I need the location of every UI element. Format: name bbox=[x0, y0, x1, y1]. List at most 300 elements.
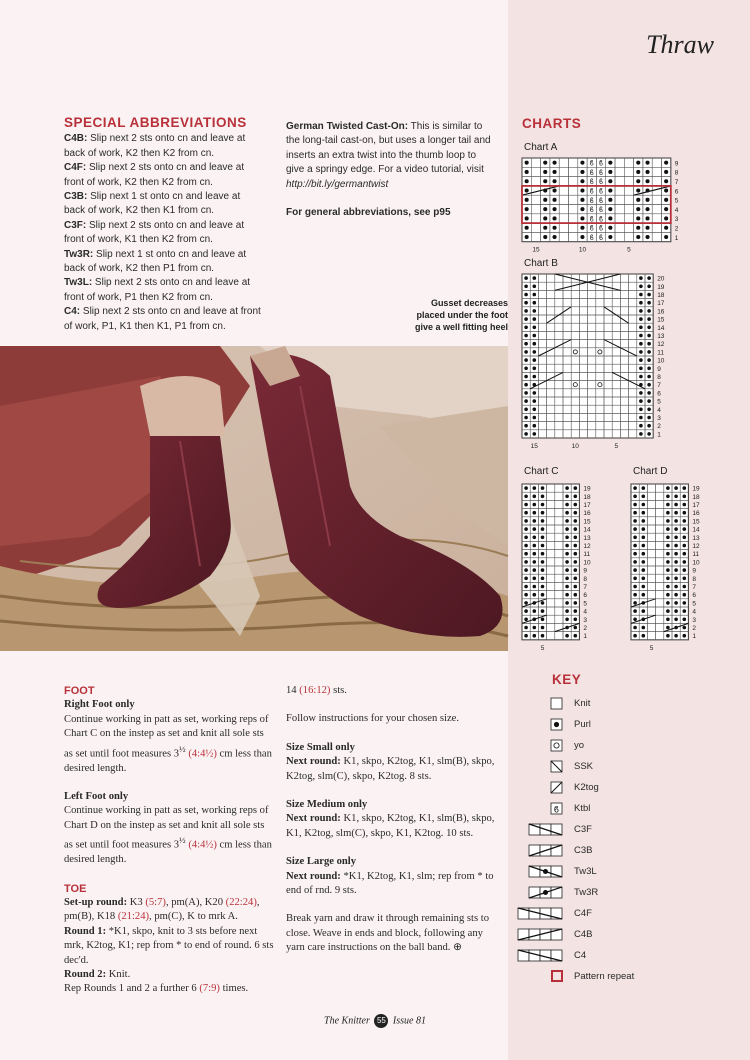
purl-dot bbox=[524, 432, 528, 436]
purl-dot bbox=[525, 179, 529, 183]
purl-dot bbox=[573, 576, 577, 580]
purl-dot bbox=[532, 432, 536, 436]
purl-dot bbox=[666, 593, 670, 597]
purl-dot bbox=[541, 552, 545, 556]
purl-dot bbox=[525, 235, 529, 239]
purl-dot bbox=[573, 568, 577, 572]
purl-dot bbox=[532, 634, 536, 638]
purl-dot bbox=[565, 560, 569, 564]
purl-dot bbox=[636, 170, 640, 174]
purl-dot bbox=[524, 511, 528, 515]
chart-d-label: Chart D bbox=[633, 466, 668, 477]
row-number: 5 bbox=[692, 600, 697, 608]
purl-dot bbox=[664, 198, 668, 202]
purl-dot bbox=[633, 634, 637, 638]
key-symbol-ktbl-icon bbox=[518, 801, 568, 817]
purl-dot bbox=[573, 585, 577, 589]
key-symbol-ssk-icon bbox=[518, 759, 568, 775]
purl-dot bbox=[647, 432, 651, 436]
purl-dot bbox=[580, 189, 584, 193]
row-number: 3 bbox=[657, 414, 661, 422]
purl-dot bbox=[532, 527, 536, 531]
row-number: 9 bbox=[583, 567, 588, 575]
purl-dot bbox=[541, 503, 545, 507]
purl-dot bbox=[647, 309, 651, 313]
row-number: 10 bbox=[657, 357, 665, 365]
purl-dot bbox=[666, 519, 670, 523]
purl-dot bbox=[524, 301, 528, 305]
purl-dot bbox=[532, 552, 536, 556]
purl-dot bbox=[573, 535, 577, 539]
purl-dot bbox=[532, 609, 536, 613]
key-symbol-c4f-icon bbox=[518, 906, 568, 922]
purl-dot bbox=[666, 535, 670, 539]
key-label: C4F bbox=[574, 908, 592, 919]
purl-dot bbox=[565, 576, 569, 580]
purl-dot bbox=[682, 560, 686, 564]
purl-dot bbox=[641, 626, 645, 630]
purl-dot bbox=[641, 535, 645, 539]
purl-dot bbox=[532, 358, 536, 362]
purl-dot bbox=[639, 334, 643, 338]
key-item-c3b bbox=[518, 843, 738, 863]
purl-dot bbox=[664, 226, 668, 230]
purl-dot bbox=[541, 576, 545, 580]
key-label: Knit bbox=[574, 698, 591, 709]
key-label: Ktbl bbox=[574, 803, 591, 814]
purl-dot bbox=[639, 284, 643, 288]
purl-dot bbox=[543, 161, 547, 165]
purl-dot bbox=[639, 276, 643, 280]
purl-dot bbox=[682, 634, 686, 638]
key-symbol-c4-icon bbox=[518, 948, 568, 964]
purl-dot bbox=[532, 407, 536, 411]
key-dot bbox=[543, 869, 548, 874]
purl-dot bbox=[674, 544, 678, 548]
purl-dot bbox=[633, 585, 637, 589]
row-number: 17 bbox=[692, 501, 700, 509]
purl-dot bbox=[525, 161, 529, 165]
purl-dot bbox=[636, 161, 640, 165]
row-number: 19 bbox=[692, 485, 700, 493]
purl-dot bbox=[682, 568, 686, 572]
purl-dot bbox=[573, 626, 577, 630]
purl-dot bbox=[636, 179, 640, 183]
purl-dot bbox=[525, 207, 529, 211]
purl-dot bbox=[524, 576, 528, 580]
purl-dot bbox=[541, 601, 545, 605]
purl-dot bbox=[532, 309, 536, 313]
key-symbol-yo-icon bbox=[518, 738, 568, 754]
purl-dot bbox=[553, 207, 557, 211]
purl-dot bbox=[532, 511, 536, 515]
cast-on-note: German Twisted Cast-On: This is similar to the long-tail cast-on, but uses a longer tail and inserts an extra twist into the thumb loop to give a springy edge. For a video tutorial, visit http://bit.ly/germantwist For general abbreviations, see p95 bbox=[286, 120, 496, 220]
key-label: C4B bbox=[574, 929, 593, 940]
round-2: Round 2: Knit. bbox=[64, 968, 131, 980]
key-item-purl bbox=[518, 717, 738, 737]
purl-dot bbox=[633, 552, 637, 556]
purl-dot bbox=[553, 235, 557, 239]
purl-dot bbox=[646, 179, 650, 183]
key-dot bbox=[554, 722, 559, 727]
purl-dot bbox=[524, 601, 528, 605]
purl-dot bbox=[674, 585, 678, 589]
row-number: 16 bbox=[657, 308, 665, 316]
purl-dot bbox=[633, 486, 637, 490]
purl-dot bbox=[666, 609, 670, 613]
purl-dot bbox=[565, 486, 569, 490]
purl-dot bbox=[646, 207, 650, 211]
purl-dot bbox=[641, 585, 645, 589]
purl-dot bbox=[639, 416, 643, 420]
row-number: 7 bbox=[583, 583, 588, 591]
row-number: 3 bbox=[674, 216, 679, 224]
ktbl-symbol: ϐ bbox=[589, 225, 594, 233]
purl-dot bbox=[633, 626, 637, 630]
abbreviations-heading: SPECIAL ABBREVIATIONS bbox=[64, 115, 247, 130]
purl-dot bbox=[532, 375, 536, 379]
purl-dot bbox=[543, 170, 547, 174]
purl-dot bbox=[532, 391, 536, 395]
key-item-c3f bbox=[518, 822, 738, 842]
purl-dot bbox=[565, 544, 569, 548]
purl-dot bbox=[636, 235, 640, 239]
purl-dot bbox=[682, 527, 686, 531]
purl-dot bbox=[639, 301, 643, 305]
purl-dot bbox=[524, 568, 528, 572]
purl-dot bbox=[666, 486, 670, 490]
purl-dot bbox=[664, 235, 668, 239]
row-number: 5 bbox=[657, 398, 661, 406]
row-number: 14 bbox=[657, 324, 665, 332]
ktbl-symbol: ϐ bbox=[599, 179, 604, 187]
key-item-pattern-repeat bbox=[518, 969, 738, 989]
purl-dot bbox=[639, 325, 643, 329]
purl-dot bbox=[641, 511, 645, 515]
purl-dot bbox=[639, 375, 643, 379]
purl-dot bbox=[647, 284, 651, 288]
purl-dot bbox=[532, 486, 536, 490]
purl-dot bbox=[641, 503, 645, 507]
row-number: 12 bbox=[583, 542, 591, 550]
purl-dot bbox=[524, 293, 528, 297]
abbr-item: C4B: Slip next 2 sts onto cn and leave at back of work, K2 then K2 from cn. bbox=[64, 133, 246, 159]
purl-dot bbox=[532, 568, 536, 572]
purl-dot bbox=[525, 189, 529, 193]
key-label: Tw3R bbox=[574, 887, 599, 898]
purl-dot bbox=[524, 519, 528, 523]
ktbl-symbol: ϐ bbox=[599, 225, 604, 233]
purl-dot bbox=[565, 634, 569, 638]
purl-dot bbox=[608, 235, 612, 239]
purl-dot bbox=[573, 609, 577, 613]
purl-dot bbox=[532, 416, 536, 420]
purl-dot bbox=[524, 350, 528, 354]
purl-dot bbox=[664, 207, 668, 211]
purl-dot bbox=[532, 494, 536, 498]
purl-dot bbox=[633, 511, 637, 515]
purl-dot bbox=[543, 179, 547, 183]
video-link[interactable]: http://bit.ly/germantwist bbox=[286, 178, 389, 190]
column-number: 5 bbox=[649, 644, 654, 652]
purl-dot bbox=[524, 424, 528, 428]
purl-dot bbox=[532, 593, 536, 597]
purl-dot bbox=[532, 519, 536, 523]
ktbl-symbol: ϐ bbox=[599, 235, 604, 243]
abbr-item: C4F: Slip next 2 sts onto cn and leave at front of work, K2 then K2 from cn. bbox=[64, 162, 245, 188]
purl-dot bbox=[666, 494, 670, 498]
purl-dot bbox=[532, 626, 536, 630]
purl-dot bbox=[573, 486, 577, 490]
purl-dot bbox=[633, 527, 637, 531]
row-number: 10 bbox=[692, 559, 700, 567]
purl-dot bbox=[573, 503, 577, 507]
purl-dot bbox=[541, 511, 545, 515]
purl-dot bbox=[666, 617, 670, 621]
purl-dot bbox=[639, 391, 643, 395]
purl-dot bbox=[532, 560, 536, 564]
row-number: 5 bbox=[674, 197, 679, 205]
purl-dot bbox=[573, 527, 577, 531]
instructions-column-1 bbox=[64, 684, 274, 997]
purl-dot bbox=[641, 486, 645, 490]
sock-illustration bbox=[0, 346, 508, 651]
purl-dot bbox=[524, 585, 528, 589]
key-item-k2tog bbox=[518, 780, 738, 800]
purl-dot bbox=[633, 617, 637, 621]
row-number: 12 bbox=[657, 341, 665, 349]
row-number: 9 bbox=[674, 160, 679, 168]
right-foot-text: Continue working in patt as set, working reps of Chart C on the instep as set and knit all sole sts as set until foot measures $3^{\frac{1}{2}}$ (4:4½) cm less than desired length. bbox=[64, 713, 272, 774]
purl-dot bbox=[608, 216, 612, 220]
purl-dot bbox=[633, 568, 637, 572]
purl-dot bbox=[647, 424, 651, 428]
key-label: Pattern repeat bbox=[574, 971, 635, 982]
key-dot bbox=[543, 890, 548, 895]
purl-dot bbox=[674, 494, 678, 498]
purl-dot bbox=[541, 568, 545, 572]
key-symbol-k2tog-icon bbox=[518, 780, 568, 796]
ktbl-symbol: ϐ bbox=[589, 197, 594, 205]
purl-dot bbox=[524, 552, 528, 556]
purl-dot bbox=[573, 601, 577, 605]
row-number: 10 bbox=[583, 559, 591, 567]
purl-dot bbox=[666, 560, 670, 564]
purl-dot bbox=[524, 503, 528, 507]
purl-dot bbox=[674, 503, 678, 507]
purl-dot bbox=[647, 350, 651, 354]
purl-dot bbox=[641, 519, 645, 523]
purl-dot bbox=[565, 617, 569, 621]
purl-dot bbox=[524, 535, 528, 539]
purl-dot bbox=[633, 560, 637, 564]
purl-dot bbox=[666, 585, 670, 589]
column-number: 5 bbox=[540, 644, 545, 652]
key-label: Tw3L bbox=[574, 866, 597, 877]
purl-dot bbox=[524, 334, 528, 338]
chart-b bbox=[520, 272, 690, 456]
general-abbreviations-note: For general abbreviations, see p95 bbox=[286, 207, 451, 219]
purl-dot bbox=[573, 560, 577, 564]
ktbl-symbol: ϐ bbox=[589, 207, 594, 215]
purl-dot bbox=[573, 552, 577, 556]
purl-dot bbox=[525, 216, 529, 220]
purl-dot bbox=[524, 366, 528, 370]
purl-dot bbox=[565, 503, 569, 507]
purl-dot bbox=[682, 552, 686, 556]
finishing-text: Break yarn and draw it through remaining sts to close. Weave in ends and block, following any yarn care instructions on the ball band. ⊕ bbox=[286, 913, 489, 954]
purl-dot bbox=[573, 617, 577, 621]
key-cell bbox=[551, 740, 562, 751]
size-large-text: Next round: *K1, K2tog, K1, slm; rep from * to end of rnd. 9 sts. bbox=[286, 870, 494, 897]
purl-dot bbox=[524, 391, 528, 395]
purl-dot bbox=[674, 511, 678, 515]
purl-dot bbox=[608, 189, 612, 193]
purl-dot bbox=[524, 544, 528, 548]
row-number: 2 bbox=[657, 423, 661, 431]
purl-dot bbox=[641, 527, 645, 531]
purl-dot bbox=[641, 609, 645, 613]
key-label: SSK bbox=[574, 761, 594, 772]
key-item-tw3l bbox=[518, 864, 738, 884]
purl-dot bbox=[524, 317, 528, 321]
row-number: 14 bbox=[583, 526, 591, 534]
purl-dot bbox=[674, 535, 678, 539]
key-symbol-pattern-repeat-icon bbox=[518, 969, 568, 985]
purl-dot bbox=[532, 325, 536, 329]
purl-dot bbox=[532, 342, 536, 346]
key-item-ktbl bbox=[518, 801, 738, 821]
purl-dot bbox=[636, 226, 640, 230]
row-number: 8 bbox=[657, 373, 661, 381]
purl-dot bbox=[682, 486, 686, 490]
purl-dot bbox=[608, 226, 612, 230]
size-medium-title: Size Medium only bbox=[286, 799, 368, 811]
purl-dot bbox=[666, 527, 670, 531]
purl-dot bbox=[647, 293, 651, 297]
row-number: 20 bbox=[657, 275, 665, 283]
abbr-item: C4: Slip next 2 sts onto cn and leave at front of work, P1, K1 then K1, P1 from cn. bbox=[64, 306, 261, 332]
column-number: 10 bbox=[571, 443, 579, 450]
purl-dot bbox=[674, 568, 678, 572]
purl-dot bbox=[580, 198, 584, 202]
purl-dot bbox=[641, 494, 645, 498]
ktbl-symbol: ϐ bbox=[589, 169, 594, 177]
purl-dot bbox=[647, 399, 651, 403]
row-number: 4 bbox=[674, 206, 679, 214]
purl-dot bbox=[541, 494, 545, 498]
key-symbol-tw3r-icon bbox=[518, 885, 568, 901]
row-number: 4 bbox=[692, 608, 697, 616]
purl-dot bbox=[553, 161, 557, 165]
purl-dot bbox=[639, 317, 643, 321]
purl-dot bbox=[666, 568, 670, 572]
ktbl-symbol: ϐ bbox=[589, 179, 594, 187]
purl-dot bbox=[524, 494, 528, 498]
purl-dot bbox=[666, 626, 670, 630]
purl-dot bbox=[573, 634, 577, 638]
ktbl-symbol: ϐ bbox=[589, 188, 594, 196]
key-item-c4 bbox=[518, 948, 738, 968]
purl-dot bbox=[541, 617, 545, 621]
chart-b-label: Chart B bbox=[524, 258, 558, 269]
purl-dot bbox=[647, 334, 651, 338]
purl-dot bbox=[647, 407, 651, 411]
row-number: 5 bbox=[583, 600, 588, 608]
row-number: 16 bbox=[692, 510, 700, 518]
purl-dot bbox=[532, 424, 536, 428]
purl-dot bbox=[573, 593, 577, 597]
column-number: 15 bbox=[532, 246, 540, 254]
row-number: 2 bbox=[674, 225, 679, 233]
purl-dot bbox=[608, 207, 612, 211]
purl-dot bbox=[633, 494, 637, 498]
purl-dot bbox=[641, 568, 645, 572]
key-symbol-c4b-icon bbox=[518, 927, 568, 943]
purl-dot bbox=[524, 407, 528, 411]
purl-dot bbox=[553, 216, 557, 220]
row-number: 1 bbox=[583, 633, 588, 641]
purl-dot bbox=[666, 576, 670, 580]
purl-dot bbox=[580, 179, 584, 183]
chart-d bbox=[629, 482, 725, 654]
purl-dot bbox=[682, 626, 686, 630]
row-number: 2 bbox=[583, 624, 588, 632]
purl-dot bbox=[674, 634, 678, 638]
purl-dot bbox=[682, 519, 686, 523]
abbr-item: Tw3L: Slip next 2 sts onto cn and leave at front of work, P1 then K2 from cn. bbox=[64, 277, 251, 303]
purl-dot bbox=[633, 601, 637, 605]
ktbl-symbol: ϐ bbox=[589, 235, 594, 243]
purl-dot bbox=[633, 535, 637, 539]
purl-dot bbox=[573, 494, 577, 498]
purl-dot bbox=[524, 399, 528, 403]
key-item-c4b bbox=[518, 927, 738, 947]
purl-dot bbox=[674, 617, 678, 621]
purl-dot bbox=[580, 207, 584, 211]
purl-dot bbox=[525, 226, 529, 230]
column-number: 15 bbox=[530, 443, 538, 450]
purl-dot bbox=[639, 366, 643, 370]
purl-dot bbox=[541, 634, 545, 638]
purl-dot bbox=[647, 416, 651, 420]
purl-dot bbox=[573, 511, 577, 515]
purl-dot bbox=[666, 601, 670, 605]
purl-dot bbox=[641, 560, 645, 564]
row-number: 4 bbox=[657, 406, 661, 414]
purl-dot bbox=[639, 309, 643, 313]
key-label: yo bbox=[574, 740, 585, 751]
size-small-text: Next round: K1, skpo, K2tog, K1, slm(B), skpo, K2tog, slm(C), skpo, K2tog. 8 sts. bbox=[286, 756, 495, 782]
purl-dot bbox=[682, 617, 686, 621]
row-number: 13 bbox=[692, 534, 700, 542]
purl-dot bbox=[532, 576, 536, 580]
purl-dot bbox=[553, 226, 557, 230]
purl-dot bbox=[647, 325, 651, 329]
size-medium-text: Next round: K1, skpo, K2tog, K1, slm(B), skpo, K1, K2tog, slm(C), skpo, K1, K2tog. 10 sts. bbox=[286, 813, 495, 839]
purl-dot bbox=[543, 198, 547, 202]
ktbl-symbol: ϐ bbox=[599, 207, 604, 215]
purl-dot bbox=[532, 399, 536, 403]
foot-heading: FOOT bbox=[64, 685, 95, 697]
row-number: 15 bbox=[657, 316, 665, 324]
purl-dot bbox=[573, 544, 577, 548]
purl-dot bbox=[553, 189, 557, 193]
purl-dot bbox=[674, 609, 678, 613]
left-foot-title: Left Foot only bbox=[64, 790, 129, 802]
purl-dot bbox=[647, 301, 651, 305]
purl-dot bbox=[543, 216, 547, 220]
